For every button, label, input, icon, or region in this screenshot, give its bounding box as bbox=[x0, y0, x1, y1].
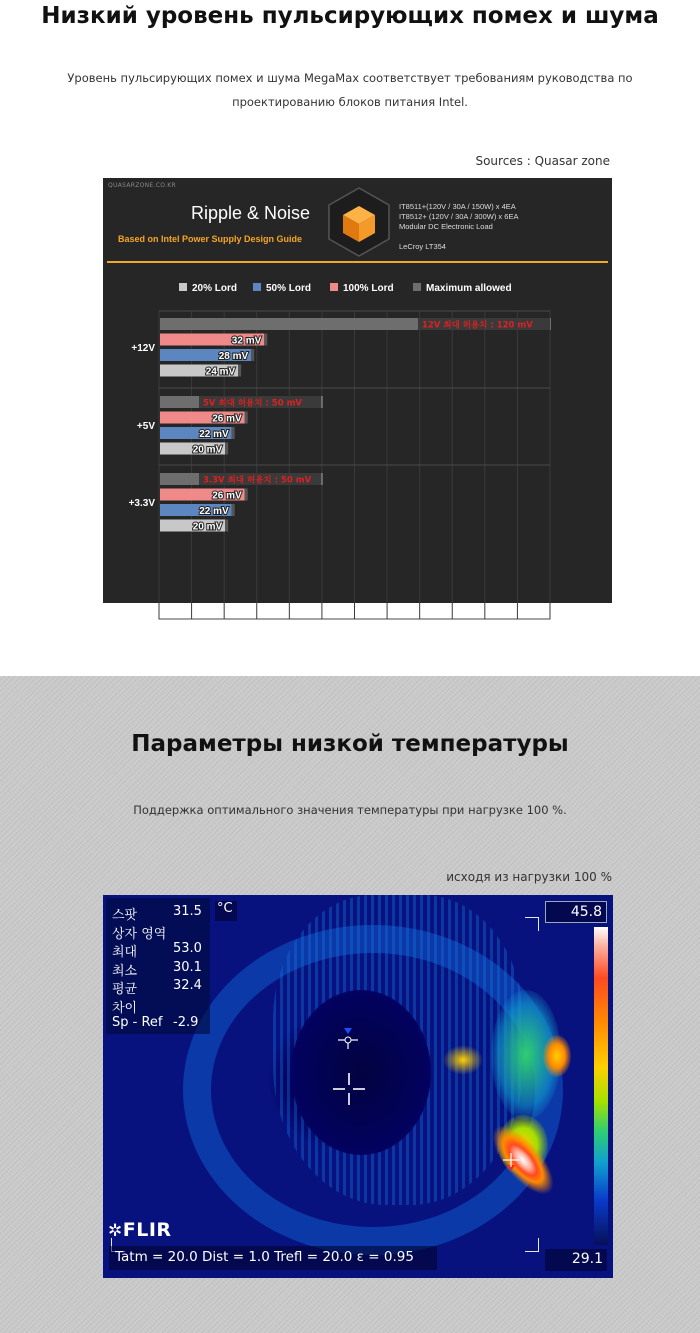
bar-shadow bbox=[245, 489, 248, 501]
chart-subtitle: Based on Intel Power Supply Design Guide bbox=[118, 234, 303, 244]
hot-spot-upper bbox=[543, 1035, 571, 1077]
flir-brand: FLIR bbox=[122, 1219, 172, 1241]
x-tick-label: 100 bbox=[476, 624, 494, 635]
ripple-noise-chart-panel bbox=[103, 178, 612, 635]
x-tick-label: 70 bbox=[381, 624, 393, 635]
load-caption: исходя из нагрузки 100 % bbox=[446, 870, 612, 884]
ripple-bar-chart bbox=[103, 263, 612, 635]
reading-label: 상자 영역 bbox=[112, 926, 167, 942]
scale-min-value: 29.1 bbox=[545, 1249, 607, 1271]
flir-logo bbox=[108, 1219, 172, 1241]
frame-corner-tr bbox=[525, 917, 539, 931]
spec-line-2: IT8512+ (120V / 30A / 300W) x 6EA bbox=[399, 212, 519, 221]
x-tick-label: 50 bbox=[316, 624, 328, 635]
legend-swatch bbox=[413, 283, 421, 291]
max-temp-marker-icon bbox=[501, 1151, 521, 1171]
bar-value-label: 20 mV bbox=[192, 521, 223, 533]
chart-title: Ripple & Noise bbox=[191, 203, 311, 223]
spec-line-3: Modular DC Electronic Load bbox=[399, 222, 493, 231]
temperature-heading: Параметры низкой температуры bbox=[131, 731, 569, 757]
bar-value-label: 24 mV bbox=[205, 366, 236, 378]
bar-shadow bbox=[251, 349, 254, 361]
bar-value-label: 20 mV bbox=[192, 444, 223, 456]
bar-shadow bbox=[225, 520, 228, 532]
frame-corner-br bbox=[525, 1238, 539, 1252]
x-tick-label: 40 bbox=[283, 624, 295, 635]
reading-value: -2.9 bbox=[173, 1015, 199, 1030]
reading-label: 평균 bbox=[112, 982, 138, 997]
x-tick-label: 0 bbox=[156, 624, 162, 635]
x-tick-label: 60 bbox=[348, 624, 361, 635]
bar-value-label: 28 mV bbox=[218, 350, 249, 362]
flir-logo-icon: ✲ bbox=[108, 1221, 123, 1241]
x-tick-label: 120 bbox=[541, 624, 559, 635]
x-tick-label: 20 bbox=[218, 624, 230, 635]
reading-label: Sp - Ref bbox=[112, 1015, 163, 1030]
bar-value-label: 22 mV bbox=[199, 505, 229, 517]
x-tick-label: 110 bbox=[509, 624, 526, 635]
bar-value-label: 26 mV bbox=[212, 413, 242, 425]
legend-swatch bbox=[179, 283, 187, 291]
source-label: Sources : Quasar zone bbox=[475, 154, 610, 168]
category-label: +3.3V bbox=[128, 498, 155, 509]
reading-value: 31.5 bbox=[173, 904, 202, 919]
reading-value: 32.4 bbox=[173, 978, 202, 993]
category-label: +12V bbox=[131, 343, 155, 354]
ripple-description-line2: проектированию блоков питания Intel. bbox=[232, 95, 468, 109]
center-crosshair-icon bbox=[333, 1073, 365, 1105]
x-tick-label: 90 bbox=[446, 624, 458, 635]
legend-swatch bbox=[330, 283, 338, 291]
legend-label: 50% Lord bbox=[266, 283, 312, 294]
temperature-color-scale bbox=[594, 927, 608, 1245]
reading-label: 스팟 bbox=[112, 908, 138, 923]
unit-label: °C bbox=[215, 901, 237, 921]
bar-shadow bbox=[238, 365, 241, 377]
legend-label: 100% Lord bbox=[343, 283, 394, 294]
x-tick-label: 10 bbox=[186, 624, 198, 635]
warm-spot-center bbox=[443, 1045, 483, 1075]
ripple-description-line1: Уровень пульсирующих помех и шума MegaMax соответствует требованиям руководства по bbox=[67, 71, 633, 85]
bar-shadow bbox=[232, 427, 235, 439]
bar-value-label: 22 mV bbox=[199, 428, 229, 440]
spec-line-1: IT8511+(120V / 30A / 150W) x 4EA bbox=[399, 202, 516, 211]
bar-value-label: 32 mV bbox=[231, 335, 262, 347]
legend-swatch bbox=[253, 283, 261, 291]
max-allowed-label: 5V 최대 허용치 : 50 mV bbox=[203, 398, 303, 409]
bar-value-label: 26 mV bbox=[212, 490, 242, 502]
legend-label: Maximum allowed bbox=[426, 283, 512, 294]
bar-shadow bbox=[264, 334, 267, 346]
spec-line-4: LeCroy LT354 bbox=[399, 242, 446, 251]
legend-label: 20% Lord bbox=[192, 283, 238, 294]
reading-value: 30.1 bbox=[173, 959, 202, 975]
reading-value: 53.0 bbox=[173, 941, 202, 956]
temperature-description: Поддержка оптимального значения температуры при нагрузке 100 %. bbox=[133, 803, 567, 817]
camera-parameters: Tatm = 20.0 Dist = 1.0 Trefl = 20.0 ε = 0.95 bbox=[109, 1246, 437, 1270]
max-allowed-label: 12V 최대 허용치 : 120 mV bbox=[422, 320, 533, 331]
category-label: +5V bbox=[136, 421, 155, 432]
scale-max-value: 45.8 bbox=[545, 901, 607, 923]
measurement-table bbox=[106, 898, 210, 1034]
ripple-heading: Низкий уровень пульсирующих помех и шума bbox=[41, 3, 659, 29]
reading-label: 최소 bbox=[112, 963, 138, 979]
cube-logo-icon bbox=[327, 186, 391, 258]
x-tick-label: 30 bbox=[251, 624, 263, 635]
bar-shadow bbox=[232, 504, 235, 516]
max-allowed-label: 3.3V 최대 허용치 : 50 mV bbox=[203, 475, 312, 486]
reading-label: 차이 bbox=[112, 1000, 138, 1016]
bar-shadow bbox=[225, 443, 228, 455]
thermal-image bbox=[103, 895, 613, 1278]
reference-marker-icon bbox=[336, 1026, 360, 1050]
reading-label: 최대 bbox=[112, 945, 138, 960]
x-tick-label: 80 bbox=[414, 624, 426, 635]
bar-shadow bbox=[245, 412, 248, 424]
watermark: QUASARZONE.CO.KR bbox=[108, 182, 176, 189]
